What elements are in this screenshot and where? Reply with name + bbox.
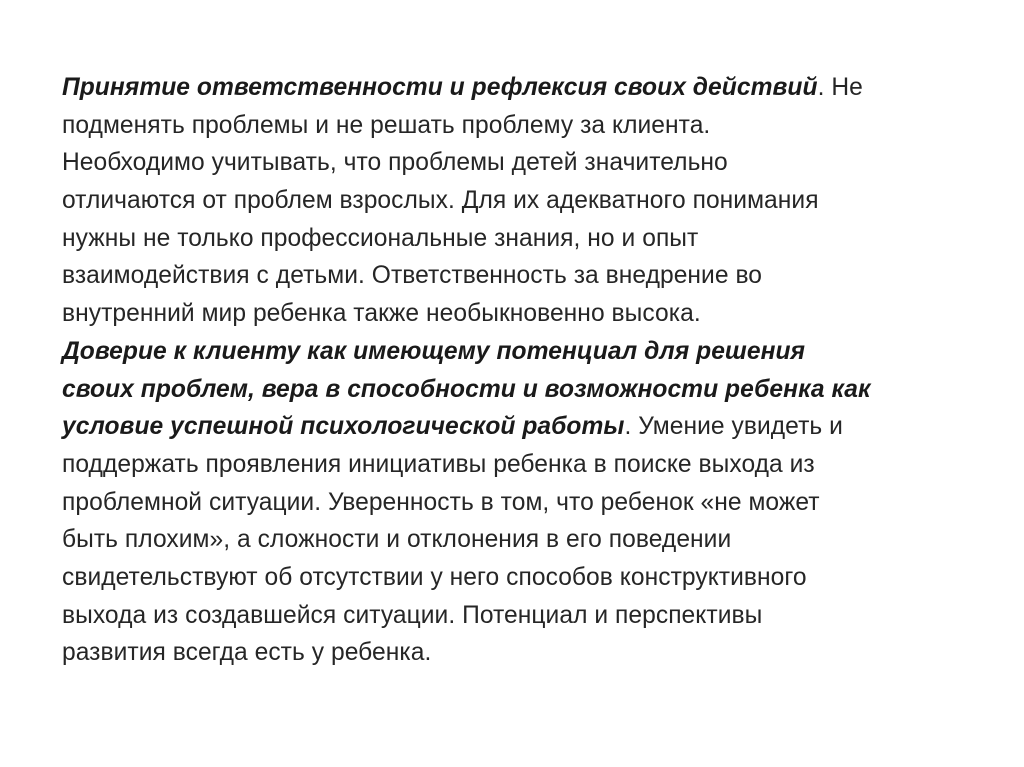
text-run: проблемной ситуации. Уверенность в том, что ребенок «не может (62, 488, 820, 516)
text-line (62, 371, 992, 409)
text-run: поддержать проявления инициативы ребенка в поиске выхода из (62, 450, 815, 478)
text-run: развития всегда есть у ребенка. (62, 639, 432, 667)
text-run: свидетельствуют об отсутствии у него способов конструктивного (62, 563, 807, 591)
text-line (62, 107, 992, 145)
text-line (62, 182, 992, 220)
emphasis-run: условие успешной психологической работы (62, 413, 625, 441)
text-line (62, 484, 992, 522)
text-run: подменять проблемы и не решать проблему за клиента. (62, 111, 711, 139)
text-run: взаимодействия с детьми. Ответственность за внедрение во (62, 262, 763, 290)
emphasis-run: Доверие к клиенту как имеющему потенциал для решения (62, 337, 806, 365)
slide-body-text (62, 69, 992, 672)
text-run: отличаются от проблем взрослых. Для их адекватного понимания (62, 187, 819, 215)
text-line (62, 408, 992, 446)
emphasis-run: своих проблем, вера в способности и возможности ребенка как (62, 375, 871, 403)
text-line (62, 634, 992, 672)
text-line (62, 295, 992, 333)
text-line (62, 257, 992, 295)
text-line (62, 559, 992, 597)
text-line (62, 220, 992, 258)
text-line (62, 521, 992, 559)
text-run: выхода из создавшейся ситуации. Потенциал и перспективы (62, 601, 763, 629)
text-run: быть плохим», а сложности и отклонения в его поведении (62, 526, 732, 554)
text-line (62, 144, 992, 182)
text-run: . Не (817, 74, 863, 101)
text-line (62, 333, 992, 371)
text-line (62, 69, 992, 107)
text-run: . Умение увидеть и (624, 413, 843, 441)
text-line (62, 597, 992, 635)
text-run: внутренний мир ребенка также необыкновенно высока. (62, 300, 701, 328)
text-run: нужны не только профессиональные знания, но и опыт (62, 224, 699, 252)
text-line (62, 446, 992, 484)
emphasis-run: Принятие ответственности и рефлексия своих действий (62, 74, 818, 101)
text-run: Необходимо учитывать, что проблемы детей значительно (62, 149, 728, 177)
